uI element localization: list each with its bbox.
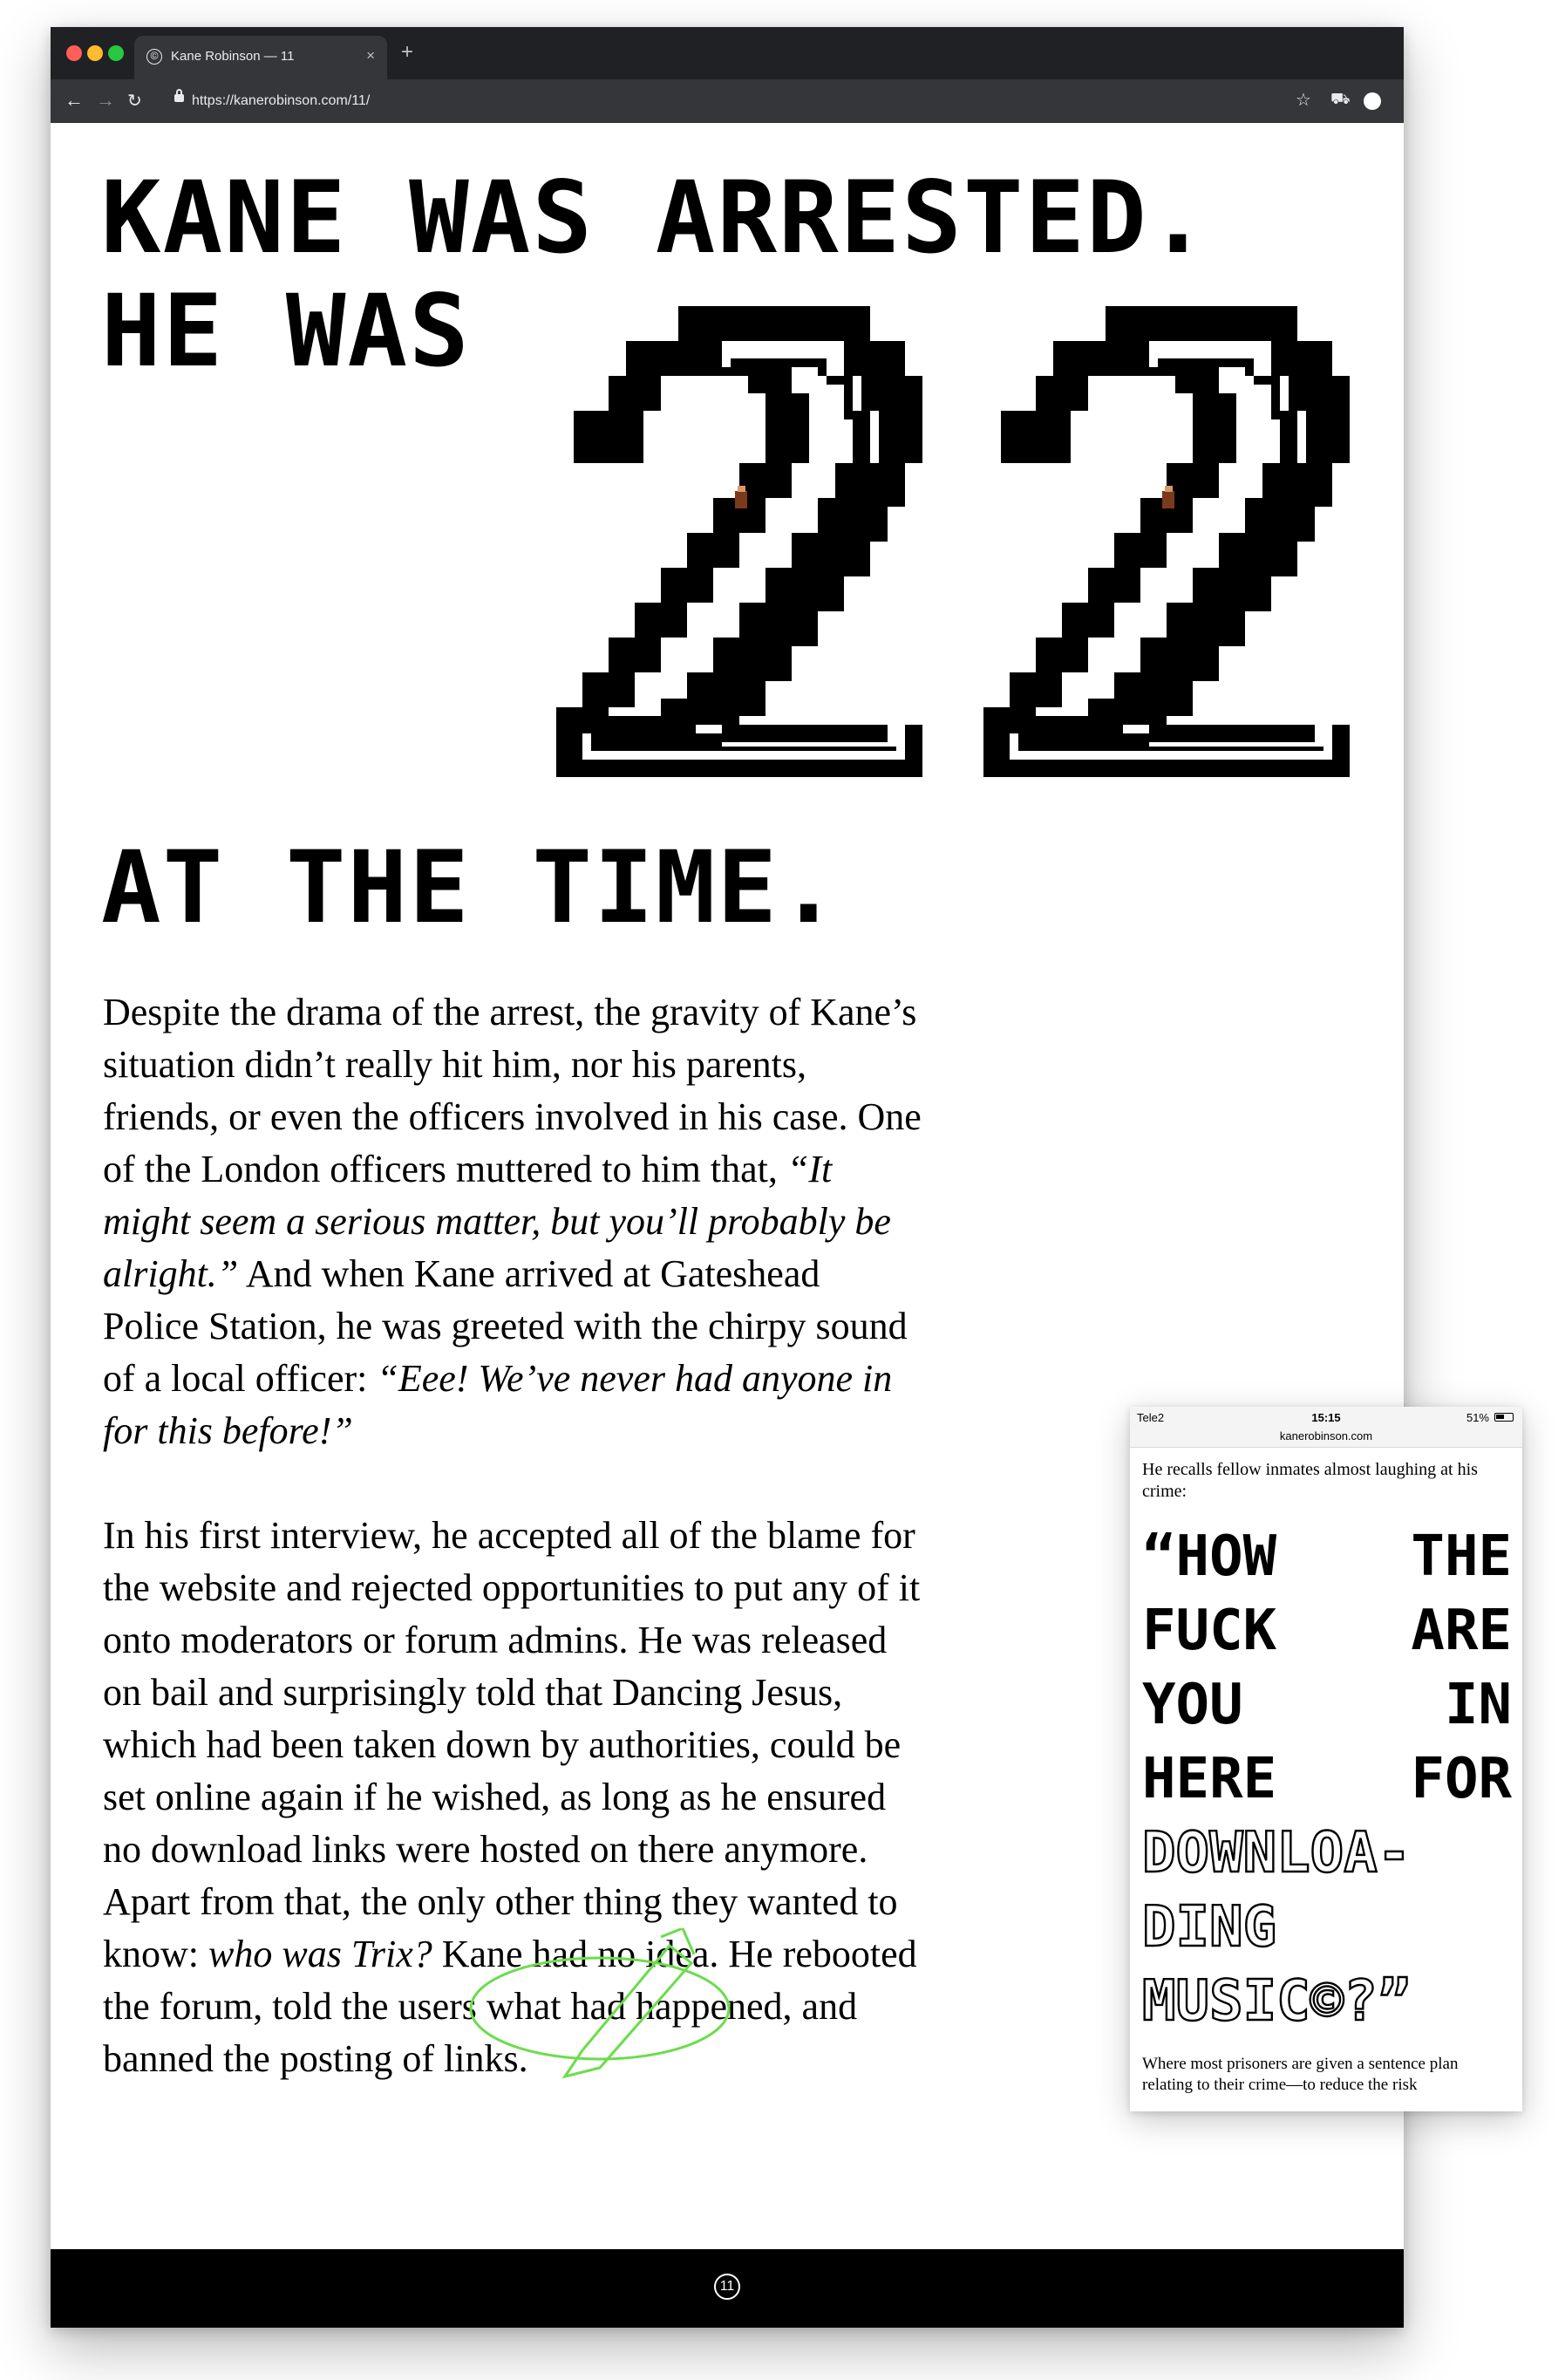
quote-word: ARE	[1411, 1599, 1512, 1663]
headline-line-1: KANE WAS ARRESTED.	[101, 160, 1210, 276]
paragraph-1-text-b: And when Kane arrived at Gateshead Police Station, he was greeted with the chirpy sound of a local officer:	[103, 1252, 908, 1400]
browser-toolbar	[51, 79, 1404, 123]
carrier-label: Tele2	[1137, 1411, 1165, 1424]
officer-quote-2: “Eee! We’ve never had anyone in for this before!”	[103, 1357, 893, 1452]
headline-line-3: AT THE TIME.	[101, 829, 840, 945]
battery-icon	[1494, 1413, 1514, 1422]
forward-arrow-icon[interactable]: →	[96, 89, 115, 111]
trix-question-link[interactable]: who was Trix?	[208, 1933, 432, 1975]
tab-close-icon[interactable]: ×	[366, 47, 375, 64]
maximize-window-button[interactable]	[108, 45, 124, 61]
mobile-outro-text: Where most prisoners are given a sentence plan relating to their crime—to reduce the risk	[1142, 2055, 1459, 2094]
quote-word: THE	[1411, 1524, 1512, 1589]
status-time: 15:15	[1311, 1411, 1341, 1424]
reload-icon[interactable]: ↻	[127, 92, 142, 111]
quote-word: “HOW	[1142, 1524, 1277, 1589]
mobile-url[interactable]: kanerobinson.com	[1279, 1429, 1373, 1442]
back-arrow-icon[interactable]: ←	[65, 89, 84, 111]
officer-quote-1: “It might seem a serious matter, but you’ll probably be alright.”	[103, 1148, 891, 1295]
quote-outline-line: DING	[1142, 1895, 1277, 1960]
quote-row	[1142, 1594, 1512, 1668]
bookmark-star-icon[interactable]: ☆	[1296, 91, 1311, 110]
headline-line-2: HE WAS	[101, 273, 471, 389]
quote-word: FOR	[1411, 1747, 1512, 1811]
lock-icon	[174, 94, 184, 102]
mobile-intro-text: He recalls fellow inmates almost laughing at his crime:	[1142, 1460, 1478, 1501]
mobile-quote	[1142, 1520, 1512, 2039]
mobile-url-bar[interactable]	[1130, 1428, 1522, 1448]
browser-tab[interactable]	[134, 36, 387, 79]
page-footer	[51, 2249, 1404, 2328]
mobile-screenshot	[1130, 1407, 1522, 2111]
copyright-favicon-icon: ©	[146, 49, 162, 65]
quote-word: HERE	[1142, 1747, 1277, 1811]
article-paragraph-1	[103, 986, 922, 1457]
quote-outline-line: DOWNLOA-	[1142, 1821, 1412, 1886]
minimize-window-button[interactable]	[87, 45, 103, 61]
close-window-button[interactable]	[66, 45, 82, 61]
paragraph-2-text-a: In his first interview, he accepted all of the blame for the website and rejected opportunities to put any of it onto moderators or forum admins. He was released on bail and surprisingly told that Dancing Jesus, which had been taken down by authorities, could be set online again if he wished, as long as he ensured no download links were hosted on there anymore. Apart from that, the only other thing they wanted to know:	[103, 1514, 921, 1975]
quote-outline-line: MUSIC©?”	[1142, 1969, 1412, 2034]
paragraph-2-text-b: Kane had no idea. He rebooted the forum, told the users what had happened, and banned the posting of links.	[103, 1933, 917, 2080]
tab-bar	[51, 27, 1404, 79]
profile-avatar[interactable]	[1364, 92, 1381, 110]
quote-word: IN	[1444, 1673, 1512, 1737]
tab-title: Kane Robinson — 11	[171, 49, 295, 64]
quote-row	[1142, 1668, 1512, 1742]
address-bar[interactable]	[162, 86, 1287, 116]
battery-percent: 51%	[1466, 1411, 1489, 1424]
quote-word: FUCK	[1142, 1599, 1277, 1663]
paragraph-1-text-a: Despite the drama of the arrest, the gravity of Kane’s situation didn’t really hit him, nor his parents, friends, or even the officers involved in his case. One of the London officers muttered to him that,	[103, 991, 922, 1190]
pen-circle-annotation	[460, 1928, 739, 2085]
quote-word: YOU	[1142, 1673, 1243, 1737]
age-number-22	[556, 289, 1404, 829]
quote-row	[1142, 1742, 1512, 1817]
page-number-badge: 11	[714, 2274, 740, 2300]
new-tab-button[interactable]: +	[401, 40, 414, 64]
quote-row	[1142, 1520, 1512, 1594]
address-url[interactable]: https://kanerobinson.com/11/	[192, 93, 371, 108]
mobile-status-bar	[1130, 1407, 1522, 1428]
extension-icon[interactable]: ⛟	[1330, 90, 1351, 107]
